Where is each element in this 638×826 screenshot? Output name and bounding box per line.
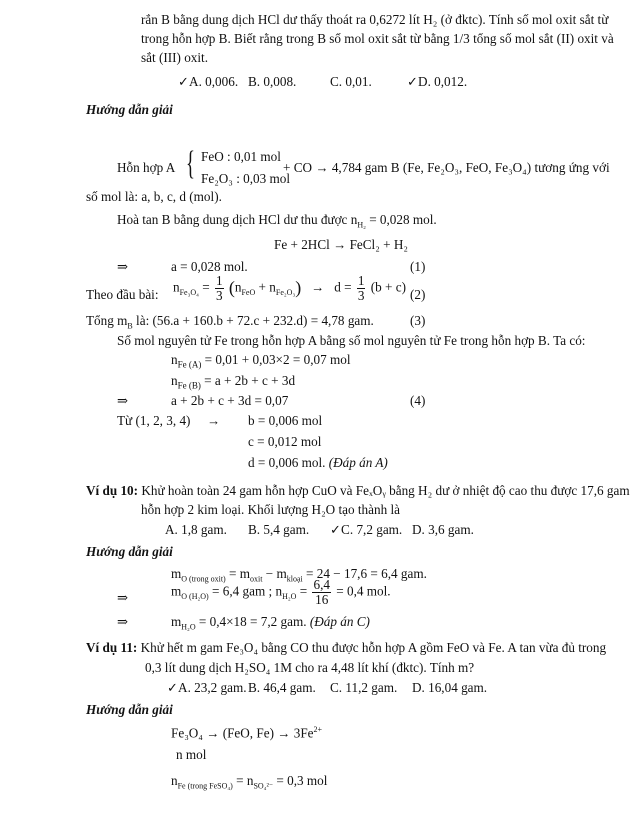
reaction-chain: Fe₃O₄ → (FeO, $Fe) \to 3Fe^{2+}$ bbox=[171, 725, 323, 741]
fe-atoms-line: Số mol nguyên tử Fe trong hỗn hợp A bằng số mol nguyên tử Fe trong hỗn hợp B. Ta có: bbox=[117, 333, 586, 348]
theo-label: Theo đầu bài: bbox=[86, 287, 159, 302]
sum-equation: a + 2b + c + 3d = 0,07 bbox=[171, 393, 289, 408]
water-mass-line: $m_{H_2O} = 0,4\times 18 = 7,2$ gam. (Đáp án C) bbox=[171, 614, 370, 632]
implies-arrow-3: → bbox=[207, 413, 221, 428]
implies-arrow-2: ⇒ bbox=[117, 393, 129, 408]
oxygen-h2o-line: $m_{O (H_2O)} = 6,4$ gam ; $n_{H_2O}$ = $\frac{6,4}{16}$ = 0,4 mol. bbox=[171, 577, 391, 607]
reaction-fe-hcl: Fe + 2HCl → FeCl₂ + H₂ bbox=[274, 237, 408, 252]
ex10-option-b: B. 5,4 gam. bbox=[248, 522, 310, 537]
from-equations: Từ (1, 2, 3, 4) bbox=[117, 413, 191, 428]
mol-line: số mol là: a, b, c, d (mol). bbox=[86, 189, 222, 204]
ex10-option-a: A. 1,8 gam. bbox=[165, 522, 227, 537]
eq-number-2: (2) bbox=[410, 287, 426, 302]
implies-arrow-5: ⇒ bbox=[117, 614, 129, 629]
eq-number-3: (3) bbox=[410, 313, 426, 328]
eq-number-1: (1) bbox=[410, 259, 426, 274]
system-brace: { bbox=[186, 145, 195, 182]
intro-option-c: C. 0,01. bbox=[330, 74, 372, 89]
ex10-option-d: D. 3,6 gam. bbox=[412, 522, 474, 537]
n-mol-label: n mol bbox=[176, 747, 207, 762]
example-10-line-2: hỗn hợp 2 kim loại. Khối lượng H₂O tạo thành là bbox=[141, 502, 401, 517]
c-result: c = 0,012 mol bbox=[248, 434, 322, 449]
total-mass-line: Tổng $m_B$ là: (56.a + 160.b + 72.c + 232.d) = 4,78 gam. bbox=[86, 313, 374, 331]
implies-arrow-4: ⇒ bbox=[117, 590, 129, 605]
ex11-option-b: B. 46,4 gam. bbox=[248, 680, 316, 695]
example-11-line-2: 0,3 lít dung dịch H₂SO₄ 1M cho ra 4,48 lít khí (đktc). Tính m? bbox=[145, 660, 475, 675]
intro-option-d: ✓D. 0,012. bbox=[407, 74, 468, 89]
co-reaction-text: + CO → 4,784 gam B (Fe, Fe₂O₃, FeO, Fe₃O₄) tương ứng với bbox=[283, 160, 610, 175]
d-result: d = 0,006 mol. (Đáp án A) bbox=[248, 455, 388, 470]
implies-arrow-1: ⇒ bbox=[117, 259, 129, 274]
system-feo: FeO : 0,01 mol bbox=[201, 149, 281, 164]
intro-option-b: B. 0,008. bbox=[248, 74, 297, 89]
intro-line-1: rắn B bằng dung dịch HCl dư thấy thoát ra 0,6272 lít H₂ (ở đktc). Tính số mol oxit sắt từ bbox=[141, 12, 609, 27]
intro-line-3: sắt (III) oxit. bbox=[141, 50, 209, 65]
eq-number-4: (4) bbox=[410, 393, 426, 408]
oxygen-mass-line: $m_{O (trong oxit)} = m_{oxit} - m_{kloại} = 24 - 17,6 = 6,4$ gam. bbox=[171, 566, 427, 584]
guide-title-1: Hướng dẫn giải bbox=[86, 102, 173, 117]
system-fe2o3: Fe₂O₃ : 0,03 mol bbox=[201, 171, 291, 186]
example-11-line-1: Ví dụ 11: Khử hết m gam Fe₃O₄ bằng CO thu được hỗn hợp A gồm FeO và Fe. A tan vừa đủ trong bbox=[86, 640, 607, 655]
fe3o4-relation: $n_{Fe_3O_4}$ = $\frac{1}{3}$ $(n_{FeO} + n_{Fe_2O_3})$ → d = $\frac{1}{3}$ (b + c) bbox=[173, 273, 406, 303]
guide-title-3: Hướng dẫn giải bbox=[86, 702, 173, 717]
intro-line-2: trong hỗn hợp B. Biết rằng trong B số mol oxit sắt từ bằng 1/3 tổng số mol sắt (II) oxit và bbox=[141, 31, 614, 46]
a-equation: a = 0,028 mol. bbox=[171, 259, 248, 274]
b-result: b = 0,006 mol bbox=[248, 413, 323, 428]
dissolve-line: Hoà tan B bằng dung dịch HCl dư thu được $n_{H_2} = 0,028$ mol. bbox=[117, 212, 437, 230]
nfe-b-line: $n_{Fe (B)} = a + 2b + c + 3d$ bbox=[171, 373, 296, 391]
guide-title-2: Hướng dẫn giải bbox=[86, 544, 173, 559]
ex10-option-c: ✓C. 7,2 gam. bbox=[330, 522, 403, 537]
example-10-line-1: Ví dụ 10: Khử hoàn toàn 24 gam hỗn hợp CuO và FeₓOᵧ bằng H₂ dư ở nhiệt độ cao thu được 17,6 gam bbox=[86, 483, 630, 498]
intro-option-a: ✓A. 0,006. bbox=[178, 74, 239, 89]
nfe-a-line: $n_{Fe (A)} = 0,01 + 0,03\times 2 = 0,07$ mol bbox=[171, 352, 351, 370]
mix-label: Hỗn hợp A bbox=[117, 160, 176, 175]
ex11-option-a: ✓A. 23,2 gam. bbox=[167, 680, 247, 695]
sulfate-mol-line: $n_{Fe (trong FeSO_4)} = n_{SO_4^{2-}} = 0,3$ mol bbox=[171, 773, 328, 791]
ex11-option-d: D. 16,04 gam. bbox=[412, 680, 488, 695]
ex11-option-c: C. 11,2 gam. bbox=[330, 680, 398, 695]
